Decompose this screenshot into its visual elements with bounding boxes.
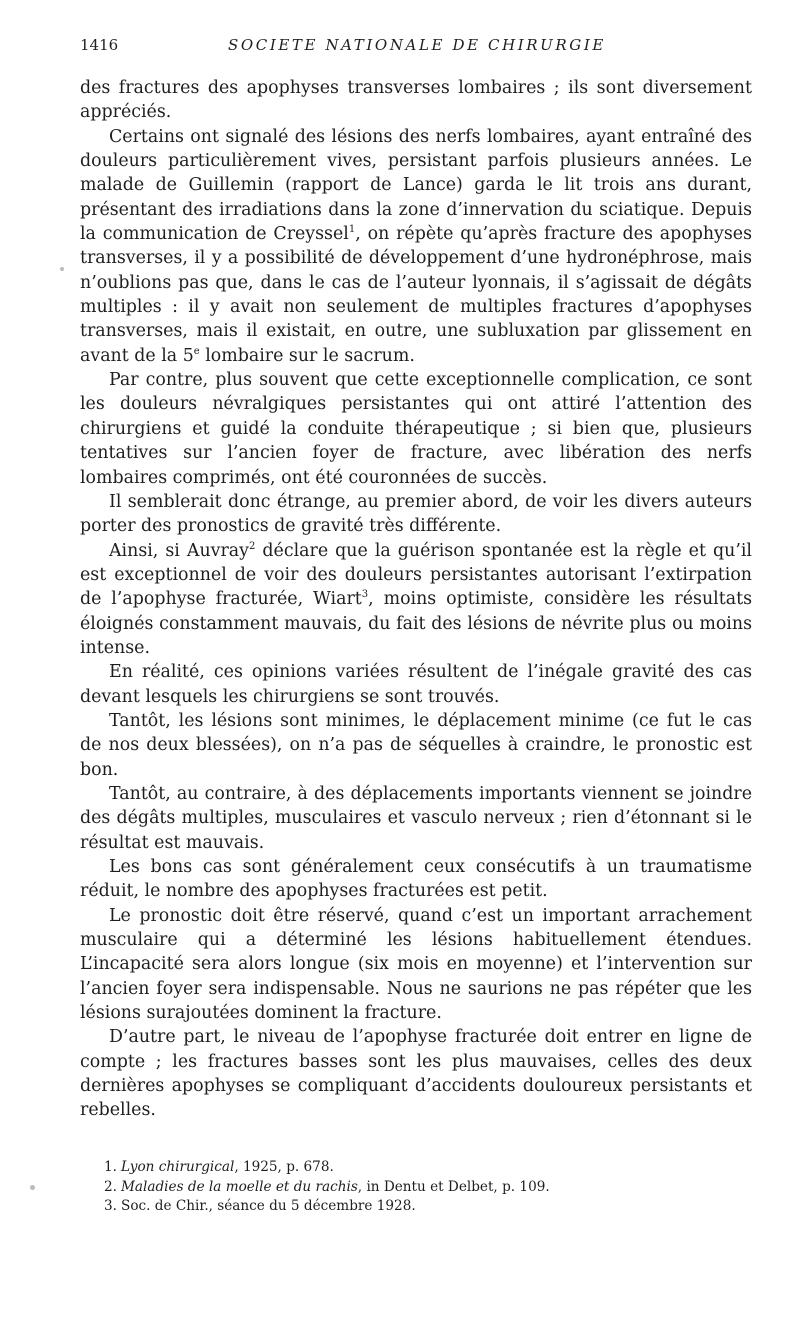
footnotes [104, 1158, 744, 1217]
footnote-text: , in Dentu et Delbet, p. 109. [357, 1178, 550, 1195]
paragraph-5-part-b: déclare que la guérison spontanée est la règle et qu’il est exceptionnel de voir des douleurs persistantes autorisant l’extirpation de l’apophyse fracturée, Wiart [80, 540, 752, 610]
footnote-number: 2. [104, 1178, 117, 1195]
paragraph-2-part-a: Certains ont signalé des lésions des nerfs lombaires, ayant entraîné des douleurs particulièrement vives, persistant parfois plusieurs années. Le malade de Guillemin (rapport de Lance) garda le lit trois ans durant, présentant des irradiations dans la zone d’innervation du sciatique. Depuis la communication de Creyssel [80, 126, 752, 245]
paper-speck [30, 1185, 35, 1190]
journal-title: SOCIETE NATIONALE DE CHIRURGIE [228, 36, 606, 54]
ordinal-superscript: e [193, 345, 200, 357]
footnote [104, 1197, 744, 1217]
paragraph-4: Il semblerait donc étrange, au premier abord, de voir les divers auteurs porter des pronostics de gravité très différente. [80, 491, 752, 537]
paragraph-5 [80, 539, 752, 661]
footnote-number: 1. [104, 1159, 117, 1175]
footnote-ref-1: 1 [348, 224, 356, 236]
paragraph-1: des fractures des apophyses transverses lombaires ; ils sont diversement appréciés. [80, 78, 752, 123]
page-number: 1416 [80, 36, 119, 54]
paragraph-2 [80, 125, 752, 368]
footnote [104, 1158, 744, 1178]
footnote-number: 3. [104, 1198, 117, 1214]
paragraph-5-part-c: , moins optimiste, considère les résultats éloignés constamment mauvais, du fait des lésions de névrite plus ou moins intense. [80, 589, 752, 658]
body-text [80, 76, 752, 1123]
paragraph-7: Tantôt, les lésions sont minimes, le déplacement minime (ce fut le cas de nos deux blessées), on n’a pas de séquelles à craindre, le pronostic est bon. [80, 710, 752, 780]
running-head [80, 36, 760, 60]
paragraph-11: D’autre part, le niveau de l’apophyse fracturée doit entrer en ligne de compte ; les fractures basses sont les plus mauvaises, celles des deux dernières apophyses se compliquant d’accidents douloureux persistants et rebelles. [80, 1027, 752, 1121]
paper-speck [60, 267, 64, 271]
paragraph-3: Par contre, plus souvent que cette exceptionnelle complication, ce sont les douleurs névralgiques persistantes qui ont attiré l’attention des chirurgiens et guidé la conduite thérapeutique ; si bien que, plusieurs tentatives sur l’ancien foyer de fracture, avec libération des nerfs lombaires comprimés, ont été couronnées de succès. [80, 370, 752, 488]
footnote-title: Maladies de la moelle et du rachis [121, 1178, 358, 1195]
footnote-text: Soc. de Chir., séance du 5 décembre 1928. [121, 1198, 416, 1214]
footnote-ref-2: 2 [249, 540, 256, 552]
paragraph-10: Le pronostic doit être réservé, quand c’est un important arrachement musculaire qui a déterminé les lésions habituellement étendues. L’incapacité sera alors longue (six mois en moyenne) et l’intervention sur l’ancien foyer sera indispensable. Nous ne saurions ne pas répéter que les lésions surajoutées dominent la fracture. [80, 905, 752, 1024]
paragraph-2-part-b: , on répète qu’après fracture des apophyses transverses, il y a possibilité de développement d’une hydronéphrose, mais n’oublions pas que, dans le cas de l’auteur lyonnais, il s’agissait de dégâts multiples : il y avait non seulement de multiples fractures d’apophyses transverses, mais il existait, en outre, une subluxation par glissement en avant de la 5 [80, 224, 753, 366]
footnote-text: , 1925, p. 678. [234, 1159, 334, 1175]
paragraph-2-part-c: lombaire sur le sacrum. [199, 345, 415, 366]
footnote [104, 1178, 744, 1198]
paragraph-6: En réalité, ces opinions variées résultent de l’inégale gravité des cas devant lesquels les chirurgiens se sont trouvés. [80, 662, 752, 707]
paragraph-9: Les bons cas sont généralement ceux consécutifs à un traumatisme réduit, le nombre des apophyses fracturées est petit. [80, 857, 752, 902]
footnote-ref-3: 3 [361, 589, 369, 601]
paragraph-8: Tantôt, au contraire, à des déplacements importants viennent se joindre des dégâts multiples, musculaires et vasculo nerveux ; rien d’étonnant si le résultat est mauvais. [80, 783, 752, 853]
paragraph-5-part-a: Ainsi, si Auvray [109, 540, 249, 561]
footnote-title: Lyon chirurgical [121, 1159, 235, 1175]
